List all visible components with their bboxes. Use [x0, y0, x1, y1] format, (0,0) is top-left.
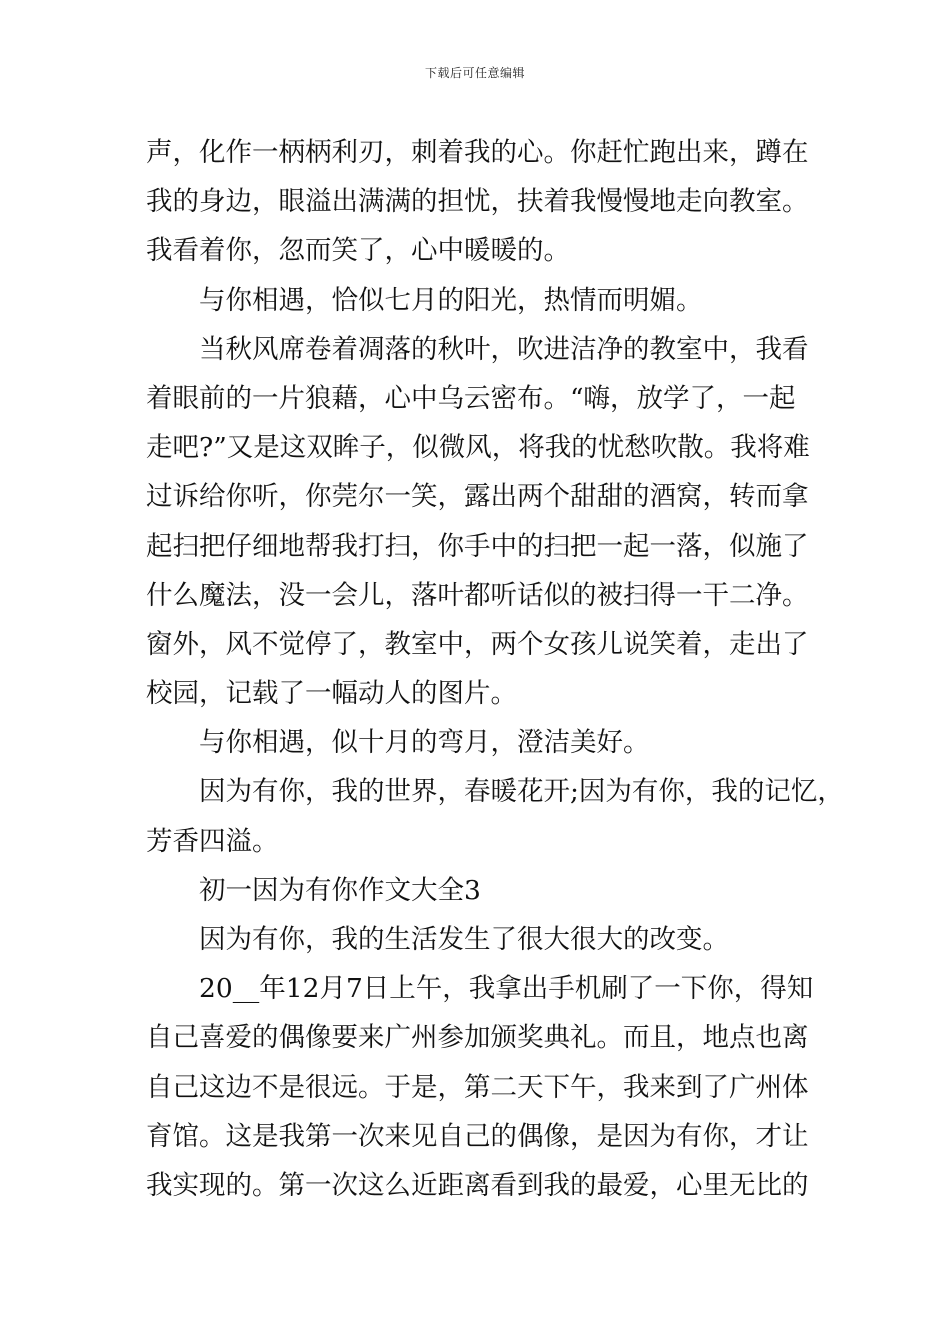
text-line: 什么魔法，没一会儿，落叶都听话似的被扫得一干二净。 [146, 579, 809, 611]
text-line: 着眼前的一片狼藉，心中乌云密布。“嗨，放学了，一起 [146, 382, 796, 414]
text-line: 起扫把仔细地帮我打扫，你手中的扫把一起一落，似施了 [146, 530, 809, 562]
text-line: 校园，记载了一幅动人的图片。 [146, 678, 517, 710]
text-line: 当秋风席卷着凋落的秋叶，吹进洁净的教室中，我看 [199, 333, 809, 365]
section-heading: 初一因为有你作文大全3 [199, 874, 481, 906]
text-line: 过诉给你听，你莞尔一笑，露出两个甜甜的酒窝，转而拿 [146, 481, 809, 513]
text-line: 自己这边不是很远。于是，第二天下午，我来到了广州体 [146, 1071, 809, 1103]
text-line: 因为有你，我的生活发生了很大很大的改变。 [199, 924, 729, 955]
text-line: 自己喜爱的偶像要来广州参加颁奖典礼。而且，地点也离 [146, 1022, 809, 1054]
text-line: 走吧?”又是这双眸子，似微风，将我的忧愁吹散。我将难 [146, 432, 810, 464]
text-line: 声，化作一柄柄利刃，刺着我的心。你赶忙跑出来，蹲在 [146, 137, 809, 168]
page-header: 下载后可任意编辑 [424, 66, 525, 80]
document-body [146, 128, 844, 1210]
text-line: 我的身边，眼溢出满满的担忧，扶着我慢慢地走向教室。 [146, 186, 809, 218]
text-line: 因为有你，我的世界，春暖花开;因为有你，我的记忆， [199, 776, 844, 808]
text-line: 窗外，风不觉停了，教室中，两个女孩儿说笑着，走出了 [146, 628, 809, 660]
text-line: 我看着你，忽而笑了，心中暖暖的。 [146, 235, 570, 267]
text-line: 与你相遇，恰似七月的阳光，热情而明媚。 [199, 284, 703, 316]
text-line: 育馆。这是我第一次来见自己的偶像，是因为有你，才让 [146, 1120, 809, 1152]
text-line: 20__年12月7日上午，我拿出手机刷了一下你，得知 [199, 973, 814, 1005]
text-line: 芳香四溢。 [146, 825, 279, 857]
text-line: 与你相遇，似十月的弯月，澄洁美好。 [199, 727, 650, 759]
text-line: 我实现的。第一次这么近距离看到我的最爱，心里无比的 [146, 1169, 809, 1201]
